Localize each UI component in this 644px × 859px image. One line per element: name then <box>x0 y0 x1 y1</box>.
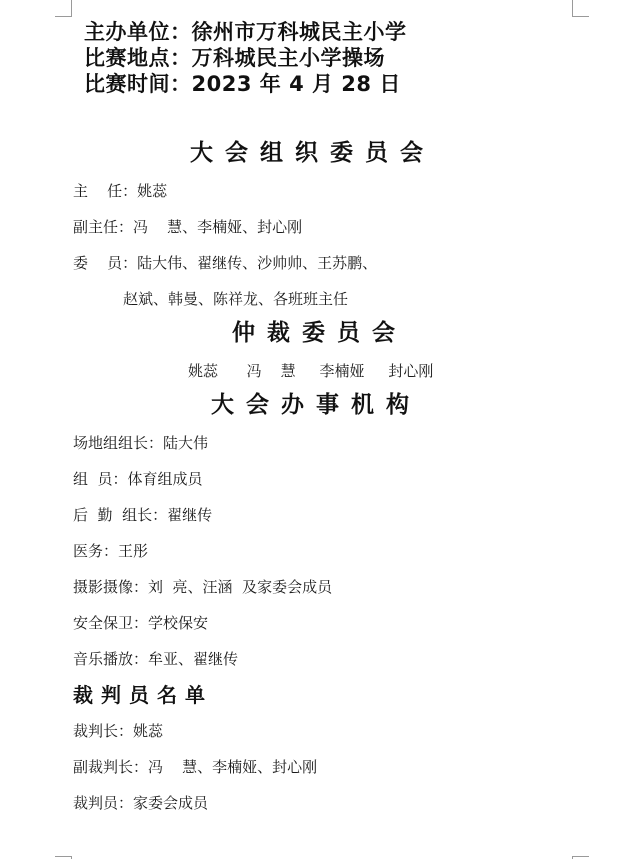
deputy-director-line: 副主任：冯 慧、李楠娅、封心刚 <box>73 218 303 236</box>
music-line: 音乐播放：牟亚、翟继传 <box>73 650 239 668</box>
team-members-line: 组 员：体育组成员 <box>73 470 203 488</box>
arbitration-members-line: 姚蕊 冯 慧 李楠娅 封心刚 <box>188 362 434 380</box>
director-line: 主 任：姚蕊 <box>73 182 168 200</box>
referees-title: 裁判员名单 <box>73 683 213 707</box>
medical-line: 医务：王彤 <box>73 542 149 560</box>
referees-line: 裁判员：家委会成员 <box>73 794 209 812</box>
date-line: 比赛时间：2023 年 4 月 28 日 <box>84 72 401 96</box>
logistics-leader-line: 后 勤 组长：翟继传 <box>73 506 213 524</box>
organizer-line: 主办单位：徐州市万科城民主小学 <box>84 20 407 44</box>
crop-mark <box>572 16 589 17</box>
venue-team-leader-line: 场地组组长：陆大伟 <box>73 434 209 452</box>
crop-mark <box>572 856 589 857</box>
crop-mark <box>71 0 72 16</box>
crop-mark <box>55 16 72 17</box>
deputy-chief-referee-line: 副裁判长：冯 慧、李楠娅、封心刚 <box>73 758 318 776</box>
photography-line: 摄影摄像：刘 亮、汪涵 及家委会成员 <box>73 578 333 596</box>
venue-line: 比赛地点：万科城民主小学操场 <box>84 46 385 70</box>
security-line: 安全保卫：学校保安 <box>73 614 209 632</box>
organizing-committee-title: 大会组织委员会 <box>190 139 435 166</box>
chief-referee-line: 裁判长：姚蕊 <box>73 722 164 740</box>
office-title: 大会办事机构 <box>211 391 421 418</box>
committee-members-line: 委 员：陆大伟、翟继传、沙帅帅、王苏鹏、 <box>73 254 378 272</box>
crop-mark <box>55 856 72 857</box>
committee-members-continued-line: 赵斌、韩曼、陈祥龙、各班班主任 <box>123 290 349 308</box>
arbitration-committee-title: 仲裁委员会 <box>232 319 407 346</box>
crop-mark <box>572 0 573 16</box>
